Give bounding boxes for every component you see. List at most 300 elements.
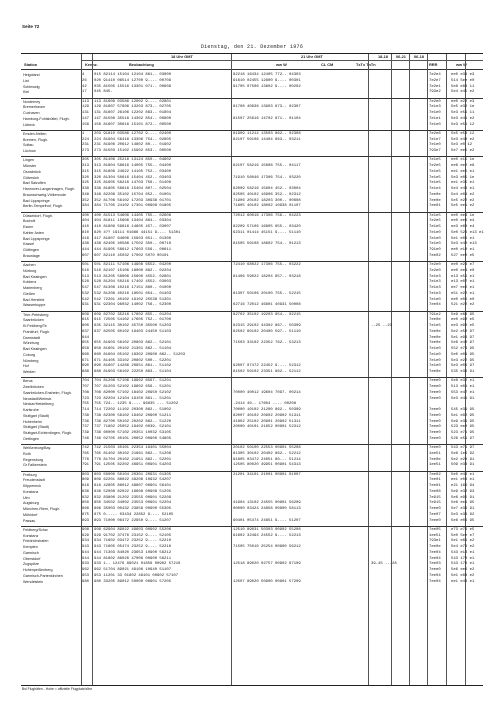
obs-18-gmt: 637 82505 60102 19403 24450 51103	[94, 329, 172, 334]
obs-21-gmt: 82209 57106 16805 655-- 03420	[233, 225, 301, 229]
station-name: Braunschweig-Völkenrode	[23, 192, 67, 197]
section-rule	[21, 444, 483, 445]
station-id: 305	[82, 158, 90, 163]
station-name: Karlsruhe	[23, 408, 39, 412]
obs-tail: 5e6 e95 91	[451, 495, 475, 500]
obs-code: 791e0	[429, 248, 441, 252]
station-id: 738	[82, 413, 90, 418]
obs-code: 7e2e6	[429, 131, 441, 136]
obs-tail: 5e3 e51 12	[451, 122, 475, 127]
obs-18-gmt: 224 81904 56416 13306 754-- 02805	[94, 137, 172, 142]
station-id: 850	[82, 501, 90, 506]
obs-code: 7eee0	[429, 518, 441, 523]
station-id: 313	[82, 164, 90, 168]
obs-21-gmt: 81507 25616 14702 871-- 01104	[233, 116, 301, 121]
station-name: Hamburg-Fuhlsbüttel, Flugh.	[23, 116, 70, 121]
obs-code: 7e1e0	[429, 352, 441, 357]
station-name: Soltau	[23, 143, 34, 148]
obs-18-gmt: 131 81607 26106 12202 863-- 01804	[94, 111, 172, 115]
obs-18-gmt: 325 81605 58216 14703 756-- 01400	[94, 181, 172, 186]
station-name: Bremen, Flugh.	[23, 137, 49, 142]
obs-code: 7e2e7	[429, 78, 441, 83]
obs-21-gmt: -2414 40-- 17604 ---- 00208	[233, 402, 297, 407]
obs-code: 7ee07	[429, 512, 441, 517]
obs-18-gmt: 738 82300 56102 19402 20900 51211	[94, 413, 172, 418]
obs-18-gmt: 875 0----- 03434 22852 9---- 52105	[94, 512, 174, 517]
station-id: 532	[82, 291, 90, 296]
obs-18-gmt: 943 71605 05474 23252 9---- 52210	[94, 545, 172, 549]
station-name: Gütersloh	[23, 175, 39, 180]
station-id: 809	[82, 478, 90, 483]
station-id: 655	[82, 341, 90, 346]
obs-tail: 5e6 e04 95	[451, 518, 475, 523]
obs-18-gmt: 953 11201 33 01802 49101 00902 57107	[94, 573, 179, 578]
station-id: 688	[82, 370, 90, 374]
station-id: 962	[82, 568, 90, 572]
station-name: Stuttgart (Stadt)	[23, 413, 50, 418]
obs-code: 7eee0	[429, 436, 441, 441]
obs-tail: 5e6 1e9 92	[451, 451, 475, 456]
station-name: Münster	[23, 164, 37, 168]
table-row	[21, 149, 483, 155]
station-name: Feldberg/Schw.	[23, 527, 49, 532]
obs-code: 7e1e0	[429, 122, 441, 127]
obs-tail: e13 e07 e1	[451, 280, 475, 285]
obs-code: 791e2	[429, 312, 441, 317]
station-name: Kempten	[23, 545, 38, 549]
obs-18-gmt: 510 82107 15106 18000 862-- 02204	[94, 268, 172, 273]
section-rule	[21, 377, 483, 378]
station-id: 836	[82, 489, 90, 494]
station-id: 156	[82, 122, 90, 127]
section-rule	[21, 156, 483, 157]
header-rrr: RRR	[429, 62, 438, 67]
obs-code: 7e2e0	[429, 263, 441, 267]
obs-18-gmt: 147 81508 35516 14302 854-- 00800	[94, 116, 172, 121]
station-id: 908	[82, 527, 90, 532]
obs-tail: e51 e22 e1	[451, 291, 475, 296]
station-id: 739	[82, 431, 90, 435]
obs-code: 7e1e7	[429, 137, 441, 142]
station-name: Zugspitze	[23, 562, 39, 567]
obs-21-gmt: 82007 40102 20902 20902 51311	[233, 413, 301, 418]
obs-18-gmt: 934 71602 03472 23252 9---- 52210	[94, 539, 172, 544]
station-name: Frankfurt, Flugh.	[23, 329, 51, 334]
obs-18-gmt: 635 32115 30102 45750 35500 51203	[94, 324, 172, 328]
station-id: 644	[82, 335, 90, 340]
obs-tail: ee0 ee6 e4	[451, 219, 475, 224]
station-id: 737	[82, 425, 90, 430]
station-name: Regensburg	[23, 457, 44, 462]
obs-18-gmt: 980 33205 89012 50000 00901 57205	[94, 579, 172, 584]
obs-18-gmt: 809 62201 88022 48206 10932 54207	[94, 478, 172, 483]
obs-18-gmt: 338 81805 56616 15404 807-- 02504	[94, 187, 172, 191]
obs-18-gmt: 045 845-	[94, 90, 113, 95]
obs-18-gmt: 384 71705 24102 17301 00908 01805	[94, 204, 172, 209]
station-name: Stuttgart (Stadt)	[23, 425, 50, 430]
obs-tail: ee0 e01 e0	[451, 297, 475, 302]
section-rule	[21, 98, 483, 99]
station-id: 816	[82, 484, 90, 488]
station-name: Wendelstein	[23, 579, 44, 584]
obs-21-gmt: 41802 25102 20901 20902 51311	[233, 419, 301, 424]
obs-18-gmt: 020 91410 06514 12700 9---- 00709	[94, 78, 172, 83]
obs-21-gmt: 81502 50102 23351 862-- 52112	[233, 370, 301, 374]
obs-21-gmt: 00000 03424 24858 00900 58113	[233, 507, 301, 511]
header-bottom-rule	[21, 69, 483, 70]
obs-code: 7eee0	[429, 385, 441, 389]
obs-18-gmt: 803 50000 50104 20301 20931 01305	[94, 472, 172, 477]
header-ww2: ww W	[456, 62, 467, 67]
obs-18-gmt: 723 82204 12104 19150 861-- 51201	[94, 396, 172, 401]
station-name: Weißenburg/Bay.	[23, 446, 52, 450]
table-row	[21, 204, 483, 210]
station-id: 131	[82, 111, 90, 115]
obs-tail: ee0 e39 e3	[451, 73, 475, 77]
obs-code: 7eee0	[429, 396, 441, 401]
obs-18-gmt: 231 81906 20612 14802 80--- 01902	[94, 143, 172, 148]
station-name: Essen	[23, 225, 34, 229]
obs-21-gmt: 20000 40101 21652 00901 52312	[233, 425, 301, 430]
station-name: Wasserkuppe	[23, 303, 46, 308]
table-row	[21, 254, 483, 260]
obs-18-gmt: 866 35003 00432 23858 00900 55305	[94, 507, 172, 511]
station-name: Weiden	[23, 370, 36, 374]
obs-18-gmt: 791 12505 82202 46951 00901 54203	[94, 463, 172, 468]
station-name: Passau	[23, 518, 36, 523]
obs-tail: 5e7 e39 91	[451, 507, 475, 511]
obs-21-gmt: 12510 89031 50303 00902 55208	[233, 527, 301, 532]
obs-21-gmt: 81307 50106 20100 755-- 52215	[233, 291, 301, 296]
obs-18-gmt: 528 81204 50216 17402 4552- 03003	[94, 280, 172, 285]
obs-21-gmt: 82315 29102 44302 867-- 50309	[233, 324, 301, 328]
obs-18-gmt: 444 81905 56612 17603 556-- 00611	[94, 248, 172, 252]
station-id: 320	[82, 175, 90, 180]
obs-code: 7e1e0	[429, 297, 441, 302]
obs-code: 7ee05	[429, 527, 441, 532]
table-row	[21, 123, 483, 129]
obs-code: 7e2e5	[429, 164, 441, 168]
station-name: Zweibrücken	[23, 385, 44, 389]
obs-tail: 5e0 526 e13 e1	[451, 230, 484, 235]
obs-18-gmt: 015 82114 15104 12104 861-- 03000	[94, 73, 172, 77]
obs-tail: 5e8 e32 e1	[451, 379, 475, 384]
station-name: Hohenheim	[23, 419, 42, 424]
station-id: 933	[82, 562, 90, 567]
obs-18-gmt: 313 81804 58616 14005 755-- 04400	[94, 164, 172, 168]
station-id: 832	[82, 495, 90, 500]
station-id: 444	[82, 248, 90, 252]
station-name: Bad Kissingen	[23, 274, 47, 279]
obs-code: 7e1e0	[429, 143, 441, 148]
station-id: 1	[82, 131, 85, 136]
obs-tail: 535 e36 91	[451, 370, 475, 374]
obs-code: 793e7	[429, 149, 441, 153]
obs-tail: ee3 e90 e5	[451, 324, 475, 328]
obs-21-gmt: 91705 07506 13602 9---- 00202	[233, 84, 301, 89]
obs-21-gmt: 82107 58216 15606 755-- 04117	[233, 164, 301, 168]
obs-code: 7e2e1	[429, 84, 441, 89]
table-row	[21, 437, 483, 443]
obs-21-gmt: 71805 40102 18002 10938 01107	[233, 204, 301, 209]
obs-code: 7eee0	[429, 379, 441, 384]
section-rule	[21, 212, 483, 213]
obs-18-gmt: 203 91810 03586 12702 9---- 02400	[94, 131, 172, 136]
obs-tail: 5e3 e36 92	[451, 512, 475, 517]
obs-code: 7eee0	[429, 507, 441, 511]
obs-18-gmt: 035 81505 15516 13301 071-- 00609	[94, 84, 172, 89]
obs-tail: 5e8 e83 11	[451, 84, 475, 89]
obs-18-gmt: 708 82000 57102 18402 20950 52102	[94, 390, 172, 395]
obs-tail: 5e4 e04 e2	[451, 192, 475, 197]
station-name: Bad Kissingen	[23, 347, 47, 351]
obs-tail: 5e6 ee1 95	[451, 501, 475, 506]
station-id: 980	[82, 579, 90, 584]
obs-tail: 5e3 e41 91	[451, 396, 475, 401]
station-id: 810	[82, 230, 90, 235]
station-name: Kahler Asten	[23, 230, 44, 235]
section-rule	[21, 471, 483, 472]
station-name: Göttingen	[23, 248, 39, 252]
header-ww: ww W	[276, 62, 287, 67]
obs-18-gmt: 400 81513 54606 14405 755-- 02606	[94, 213, 172, 218]
obs-code: 7ee0e	[429, 318, 441, 323]
obs-18-gmt: 513 81205 58006 15600 4552- 02801	[94, 274, 172, 279]
obs-18-gmt: 320 81304 50616 15404 452-- 03403	[94, 175, 172, 180]
obs-tail: 5e1 e94 97	[451, 335, 475, 340]
obs-18-gmt: 348 82208 35102 15704 652-- 01001	[94, 192, 172, 197]
station-name: Marienberg	[23, 286, 42, 290]
obs-code: 7e1e0	[429, 230, 441, 235]
obs-tail: ee1 e35 e1	[451, 181, 475, 186]
obs-21-gmt: 72012 60016 17306 756-- 04223	[233, 213, 301, 218]
station-id: 528	[82, 280, 90, 285]
obs-18-gmt: 113 81609 03586 12002 9---- 02801	[94, 99, 172, 104]
station-id: 944	[82, 550, 90, 555]
obs-21-gmt: 92007 07472 22452 9---- 52312	[233, 364, 301, 369]
obs-code: 7e1e0	[429, 236, 441, 241]
station-name: Trier-Petrisberg	[23, 312, 49, 317]
obs-tail: 5e7 ee5 e2	[451, 149, 475, 153]
header-col-3: 06-18	[414, 54, 424, 59]
station-name: Bad Lippspringe	[23, 236, 50, 241]
obs-18-gmt: 755 724-- 1235 9---- 96635 --- 51202	[94, 402, 179, 407]
station-name: Bremerhaven	[23, 105, 46, 110]
station-name: Roth	[23, 451, 31, 456]
obs-code: 7ee0e	[429, 457, 441, 462]
obs-tail: e21 166 94	[451, 484, 475, 488]
station-name: Braunlage	[23, 253, 40, 258]
obs-tail: 543 170 e1	[451, 556, 475, 561]
obs-code: 7e2e4	[429, 73, 441, 77]
obs-tail: 523 e71 95	[451, 431, 475, 435]
station-id: 352	[82, 198, 90, 203]
station-id: 26	[82, 78, 87, 83]
obs-18-gmt: 746 02705 40101 20652 00900 54805	[94, 436, 172, 441]
obs-code: 7ee03	[429, 562, 441, 567]
obs-code: 7ee02	[429, 253, 441, 258]
station-name: Kiel	[23, 90, 30, 95]
obs-21-gmt: 90401 05474 24851 9---- 51207	[233, 518, 301, 523]
table-row	[21, 519, 483, 525]
obs-tail: ee0 e10 e1	[451, 248, 475, 252]
obs-code: 7e1e5	[429, 181, 441, 186]
obs-21-gmt: 72410 68022 17306 755-- 03222	[233, 263, 301, 267]
obs-tail: 5e3 e41 e2	[451, 116, 475, 121]
obs-code: 7e1e0	[429, 364, 441, 369]
station-id: 325	[82, 181, 90, 186]
obs-tail: 509 e38 91	[451, 463, 475, 468]
station-id: 513	[82, 274, 90, 279]
obs-code: 793e2	[429, 90, 441, 95]
obs-21-gmt: 82502 60102 20400 597-- 51110	[233, 329, 301, 334]
obs-21-gmt: 12507 89020 50900 00901 57209	[233, 579, 301, 584]
obs-18-gmt: 908 62904 89022 49603 00902 55206	[94, 527, 172, 532]
station-name: Mühldorf	[23, 512, 38, 517]
obs-code: 7e2e0	[429, 268, 441, 273]
obs-18-gmt: 929 91702 37476 23152 9---- 52105	[94, 533, 172, 538]
obs-code: 7ee04	[429, 556, 441, 561]
station-name: Neustadt/Weinstr.	[23, 396, 53, 401]
obs-code: 7eee0	[429, 408, 441, 412]
section-rule	[21, 261, 483, 262]
obs-code: 7ee0e	[429, 198, 441, 203]
obs-18-gmt: 655 81903 56102 20803 862-- 52101	[94, 341, 172, 346]
station-name: Koblenz	[23, 280, 37, 285]
obs-code: 7ee04	[429, 550, 441, 555]
obs-21-gmt: 71503 33102 22352 762-- 53213	[233, 341, 301, 346]
station-id: 953	[82, 573, 90, 578]
station-name: Garmisch-Partenkirchen	[23, 573, 63, 578]
obs-18-gmt: 776 81704 20102 21951 862-- 52201	[94, 457, 172, 462]
obs-tail: 543 e71 97	[451, 446, 475, 450]
station-name: Osnabrück	[23, 169, 41, 174]
obs-tail: 5e3 e51 11	[451, 111, 475, 115]
footnote: Bsl Flughäfen - Hohe = offizielle Flugplatzhöhe	[22, 687, 93, 691]
station-id: 893	[82, 518, 90, 523]
obs-21-gmt: 91602 32494 24552 9---- 52213	[233, 533, 301, 538]
station-name: Schleswig	[23, 84, 40, 89]
station-name: Gießen	[23, 291, 36, 296]
obs-18-gmt: 714 72202 11102 20300 862-- 51002	[94, 408, 172, 412]
station-name: Konstanz	[23, 533, 39, 538]
station-id: 671	[82, 358, 90, 363]
obs-18-gmt: 410 81809 59616 14805 457-- 03007	[94, 225, 172, 229]
obs-18-gmt: 609 82702 35216 17602 855-- 01204	[94, 312, 172, 317]
obs-tail: 5e3 e40 e13	[451, 242, 477, 247]
obs-21-gmt: 21201 34101 21001 00901 01007	[233, 472, 301, 477]
header-station: Station	[24, 62, 38, 67]
header-kennz: Kennz.	[85, 62, 98, 67]
obs-tail: ee0 e15 1e	[451, 158, 475, 163]
table-row	[21, 463, 483, 469]
station-id: 542	[82, 297, 90, 302]
obs-18-gmt: 737 71802 25052 19402 0039- 52101	[94, 425, 172, 430]
obs-18-gmt: 742 21503 40101 22354 16401 55004	[94, 446, 172, 450]
obs-code: 7eee0	[429, 568, 441, 572]
station-name: Neckar/Heidelberg	[23, 402, 54, 407]
station-name: Düsseldorf, Flugh.	[23, 213, 53, 218]
station-name: Berlin-Tempelhof, Flugh.	[23, 204, 63, 209]
obs-tail: 552 e74 95	[451, 347, 475, 351]
obs-18-gmt: 765 81402 30102 21861 862-- 51206	[94, 451, 172, 456]
obs-tail: 545 e39 95	[451, 408, 475, 412]
obs-tail: 543 178 e1	[451, 562, 475, 567]
obs-18-gmt: 129 81607 57606 13203 873-- 02705	[94, 105, 172, 110]
station-name: Saarbrücken-Ensheim, Flugh.	[23, 390, 72, 395]
obs-tail: ee0 e22 e3	[451, 99, 475, 104]
station-id: 803	[82, 472, 90, 477]
station-id: 510	[82, 268, 90, 273]
obs-code: 7ee0e	[429, 335, 441, 340]
obs-21-gmt: 81708 40636 13903 873-- 02307	[233, 105, 301, 110]
obs-18-gmt: 315 81806 24622 14105 752-- 03400	[94, 169, 172, 174]
table-row	[21, 90, 483, 96]
station-name: Darmstadt	[23, 335, 41, 340]
obs-tail: 5e3 e40 e2	[451, 137, 475, 142]
obs-18-gmt: 931 92304 96032 14002 756-- 52300	[94, 303, 172, 308]
obs-18-gmt: 156 81607 30616 15101 872-- 00500	[94, 122, 172, 127]
obs-tail: 521 e22 e2	[451, 303, 475, 308]
station-name: Bad Hersfeld	[23, 297, 45, 302]
obs-tail: ee6 ee2 e8	[451, 164, 475, 168]
header-18-gmt: 18 Uhr GMT	[171, 54, 193, 59]
obs-tail: ee0 e90 e5	[451, 318, 475, 323]
station-name: München-Riem, Flugh.	[23, 507, 61, 511]
station-name: Ulm	[23, 495, 30, 500]
obs-tail: 5e5 e22 e2	[451, 198, 475, 203]
obs-code: 7ee0e	[429, 192, 441, 197]
obs-tail: ee1 ee5 e1	[451, 169, 475, 174]
obs-18-gmt: 738 60000 57102 20351 10032 53105	[94, 431, 172, 435]
obs-code: 7e1e1	[429, 116, 441, 121]
station-name: Garmisch	[23, 550, 39, 555]
station-name: Bad Salzuflen	[23, 181, 46, 186]
obs-code: 7e1e3	[429, 105, 441, 110]
obs-code: 7ee08	[429, 489, 441, 494]
obs-tail: 5e1 e61 e2	[451, 539, 475, 544]
station-id: 755	[82, 402, 90, 407]
obs-21-gmt: 81505 50108 18602 754-- 01213	[233, 242, 301, 247]
station-name: Helgoland	[23, 73, 40, 77]
obs-code: 7e1e5	[429, 213, 441, 218]
obs-code: 1ee51	[429, 533, 441, 538]
obs-tail: ee0 ee4 e0	[451, 268, 475, 273]
obs-tail: 5e3 e06 97	[451, 364, 475, 369]
obs-tail: 5e5 e53 12	[451, 131, 475, 136]
obs-tail: 5e3 e22 95	[451, 358, 475, 363]
obs-18-gmt: 836 52008 82022 16608 00908 51205	[94, 489, 172, 494]
obs-21-gmt: 91805 03472 24051 80--- 51214	[233, 457, 301, 462]
obs-tail: ee1 e43 e1	[451, 579, 475, 584]
obs-code: 7eee0	[429, 431, 441, 435]
obs-tail: 5e6 e40 97	[451, 341, 475, 346]
obs-tail: 514 5ee e0	[451, 78, 475, 83]
station-id: 384	[82, 204, 90, 209]
obs-18-gmt: 542 72201 40102 19102 25538 51301	[94, 297, 172, 302]
obs-18-gmt: 820 4?? 19111 01666 44151 9---- 51301	[94, 230, 181, 235]
station-id: 765	[82, 451, 90, 456]
obs-tail: 5e5 e32 1e	[451, 105, 475, 110]
station-name: Hohenpeißenberg	[23, 568, 53, 572]
obs-18-gmt: 688 81903 56102 22250 863-- 51104	[94, 370, 172, 374]
station-name: Augsburg	[23, 501, 39, 506]
station-name: Hof	[23, 364, 29, 369]
station-id: 609	[82, 312, 90, 317]
obs-tail: 5e4 e79 e2	[451, 545, 475, 549]
station-id: 866	[82, 507, 90, 511]
station-id: 224	[82, 137, 90, 142]
